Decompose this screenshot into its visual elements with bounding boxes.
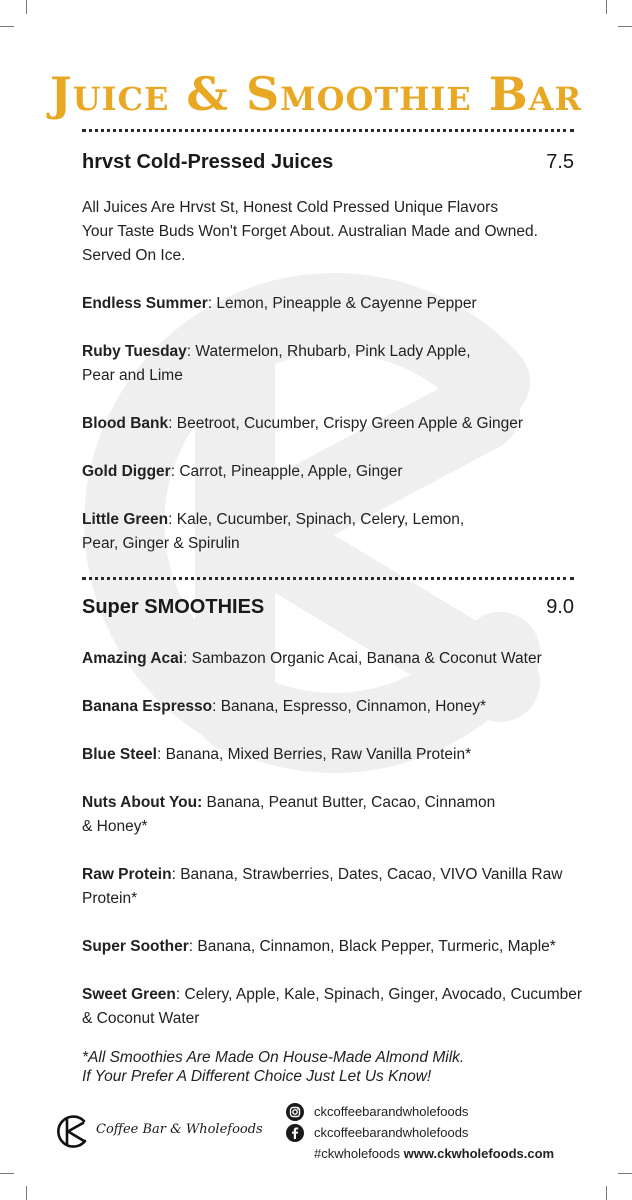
item-desc: Banana, Peanut Butter, Cacao, Cinnamon — [202, 794, 496, 811]
item-desc: : Beetroot, Cucumber, Crispy Green Apple & Ginger — [168, 415, 524, 432]
menu-item — [82, 695, 582, 719]
item-desc: Pear, Ginger & Spirulin — [82, 535, 240, 552]
item-desc: : Sambazon Organic Acai, Banana & Coconut Water — [183, 650, 542, 667]
crop-mark — [618, 1173, 632, 1174]
dotted-divider — [82, 129, 574, 132]
section-price: 7.5 — [546, 151, 574, 173]
item-desc: : Lemon, Pineapple & Cayenne Pepper — [207, 295, 477, 312]
crop-mark — [606, 0, 607, 14]
crop-mark — [0, 1173, 14, 1174]
ck-logo-icon — [54, 1114, 90, 1148]
item-name: Ruby Tuesday — [82, 343, 187, 360]
menu-item — [82, 647, 582, 671]
section-price: 9.0 — [546, 596, 574, 618]
item-desc: : Banana, Cinnamon, Black Pepper, Turmeric, Maple* — [188, 938, 556, 955]
intro-line: Served On Ice. — [82, 247, 186, 264]
facebook-handle[interactable]: ckcoffeebarandwholefoods — [314, 1125, 469, 1140]
item-desc: & Coconut Water — [82, 1010, 200, 1027]
menu-item — [82, 863, 582, 911]
page-title: Juice & Smoothie Bar — [49, 67, 583, 121]
crop-mark — [0, 26, 14, 27]
instagram-icon — [286, 1103, 304, 1121]
menu-item — [82, 743, 582, 767]
item-name: Blue Steel — [82, 746, 157, 763]
item-desc: : Celery, Apple, Kale, Spinach, Ginger, Avocado, Cucumber — [175, 986, 583, 1003]
dotted-divider — [82, 577, 574, 580]
item-name: Gold Digger — [82, 463, 171, 480]
item-name: Little Green — [82, 511, 169, 528]
juices-intro — [82, 196, 582, 268]
item-desc: : Watermelon, Rhubarb, Pink Lady Apple, — [186, 343, 471, 360]
item-desc: : Banana, Espresso, Cinnamon, Honey* — [212, 698, 487, 715]
section-header-smoothies — [82, 592, 574, 622]
menu-item — [82, 983, 582, 1031]
note-line: If Your Prefer A Different Choice Just Let Us Know! — [82, 1068, 432, 1085]
item-name: Raw Protein — [82, 866, 172, 883]
item-name: Sweet Green — [82, 986, 176, 1003]
smoothie-note — [82, 1048, 464, 1086]
menu-item — [82, 935, 582, 959]
item-name: Banana Espresso — [82, 698, 213, 715]
menu-item — [82, 508, 582, 556]
item-name: Nuts About You: — [82, 794, 203, 811]
item-desc: : Banana, Strawberries, Dates, Cacao, VIVO Vanilla Raw — [171, 866, 563, 883]
item-desc: : Banana, Mixed Berries, Raw Vanilla Protein* — [156, 746, 472, 763]
section-title: hrvst Cold-Pressed Juices — [82, 151, 334, 173]
item-desc: : Carrot, Pineapple, Apple, Ginger — [170, 463, 403, 480]
item-desc: & Honey* — [82, 818, 148, 835]
hashtag: #ckwholefoods — [314, 1146, 400, 1161]
item-name: Super Soother — [82, 938, 189, 955]
item-desc: Pear and Lime — [82, 367, 183, 384]
crop-mark — [26, 1186, 27, 1200]
section-header-juices — [82, 147, 574, 177]
intro-line: Your Taste Buds Won't Forget About. Australian Made and Owned. — [82, 223, 538, 240]
item-name: Endless Summer — [82, 295, 208, 312]
menu-item — [82, 460, 582, 484]
menu-item — [82, 292, 582, 316]
item-name: Blood Bank — [82, 415, 169, 432]
note-line: *All Smoothies Are Made On House-Made Almond Milk. — [82, 1049, 465, 1066]
crop-mark — [618, 26, 632, 27]
menu-item — [82, 791, 582, 839]
crop-mark — [606, 1186, 607, 1200]
item-desc: Protein* — [82, 890, 138, 907]
website-link[interactable]: www.ckwholefoods.com — [403, 1146, 555, 1161]
item-desc: : Kale, Cucumber, Spinach, Celery, Lemon, — [168, 511, 465, 528]
item-name: Amazing Acai — [82, 650, 184, 667]
crop-mark — [26, 0, 27, 14]
instagram-handle[interactable]: ckcoffeebarandwholefoods — [314, 1104, 469, 1119]
section-title: Super SMOOTHIES — [82, 596, 265, 618]
menu-item — [82, 412, 582, 436]
facebook-icon — [286, 1124, 304, 1142]
menu-item — [82, 340, 582, 388]
logo-text: Coffee Bar & Wholefoods — [96, 1122, 263, 1137]
intro-line: All Juices Are Hrvst St, Honest Cold Pressed Unique Flavors — [82, 199, 499, 216]
